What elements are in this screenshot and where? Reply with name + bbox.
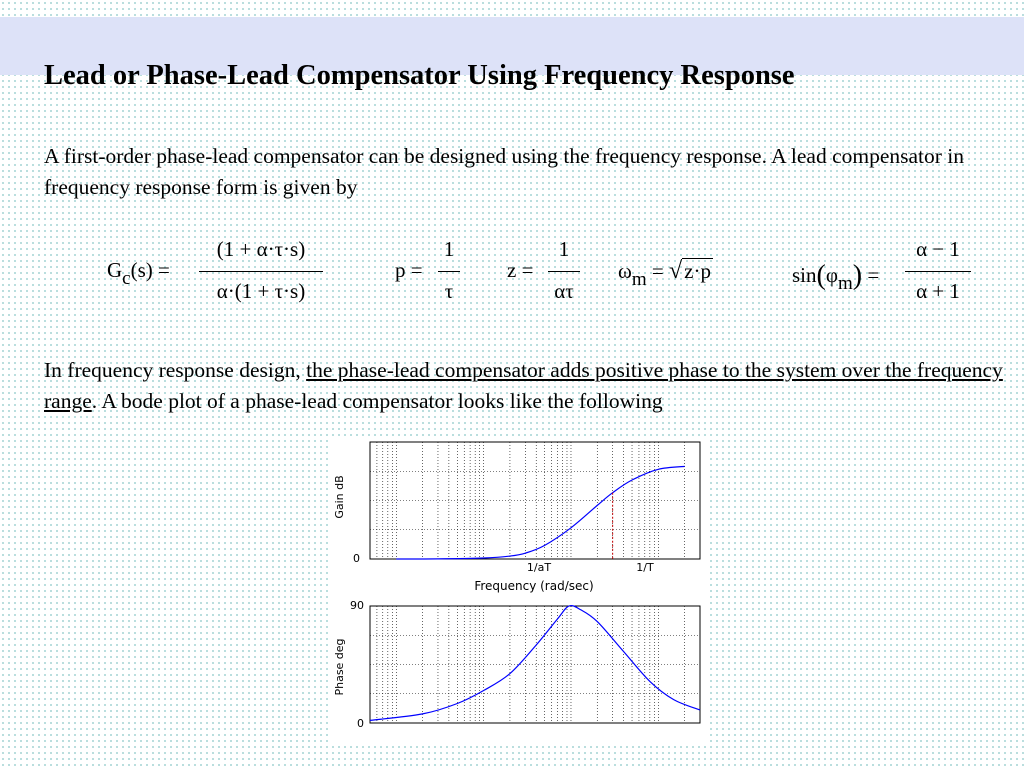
p-denominator: τ xyxy=(444,279,454,303)
z-denominator: ατ xyxy=(554,279,574,303)
phase-ytick-0: 0 xyxy=(357,717,364,730)
phase-axis-label: Phase deg xyxy=(333,638,346,696)
gain-axis-label: Gain dB xyxy=(333,475,346,519)
gc-numerator: (1 + α·τ·s) xyxy=(216,237,306,261)
sin-denominator: α + 1 xyxy=(916,279,960,303)
slide-title: Lead or Phase-Lead Compensator Using Frequency Response xyxy=(44,60,795,91)
phase-plot xyxy=(333,599,700,730)
bode-plot-svg xyxy=(328,437,710,742)
gc-fraction xyxy=(199,235,323,307)
phase-ytick-90: 90 xyxy=(350,599,364,612)
sin-lhs: sin(φm) = xyxy=(792,260,880,294)
z-lhs: z = xyxy=(507,258,534,282)
underlined-phrase: the phase-lead compensator adds positive phase to the system over the frequency range xyxy=(44,358,1003,413)
gain-ytick-0: 0 xyxy=(353,552,360,565)
gc-lhs: Gc(s) = xyxy=(107,258,170,289)
frequency-axis-label: Frequency (rad/sec) xyxy=(474,579,594,593)
z-fraction xyxy=(548,235,580,307)
bode-paragraph: In frequency response design, the phase-lead compensator adds positive phase to the system over the frequency range. A bode plot of a phase-lead compensator looks like the following xyxy=(44,358,1003,413)
sin-numerator: α − 1 xyxy=(916,237,960,261)
gain-xtick-1aT: 1/aT xyxy=(526,561,552,574)
bode-plot xyxy=(328,437,710,747)
z-numerator: 1 xyxy=(558,237,570,261)
p-lhs: p = xyxy=(395,258,423,282)
gc-denominator: α·(1 + τ·s) xyxy=(216,279,306,303)
sin-fraction xyxy=(905,235,971,307)
intro-paragraph: A first-order phase-lead compensator can be designed using the frequency response. A lead compensator in frequency response form is given by xyxy=(44,144,965,199)
wm-equation: ωm = √z·p xyxy=(618,258,711,290)
p-numerator: 1 xyxy=(443,237,455,261)
gain-xtick-1T: 1/T xyxy=(636,561,654,574)
wm-radicand: z·p xyxy=(684,259,711,283)
p-fraction xyxy=(438,235,460,307)
